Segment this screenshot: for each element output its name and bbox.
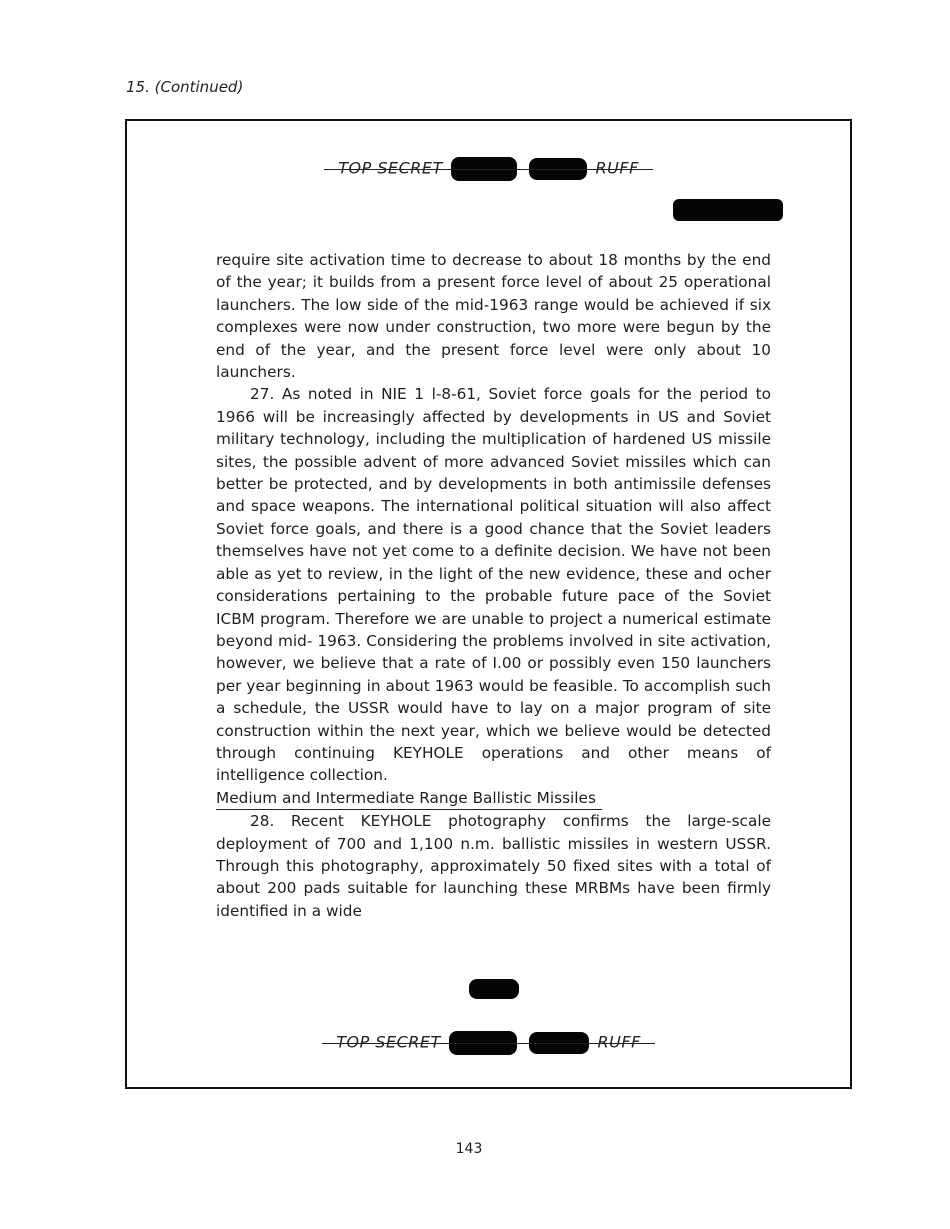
page-number: 143 (455, 1141, 483, 1157)
redaction-block (449, 1031, 517, 1055)
paragraph-28: 28. Recent KEYHOLE photography confirms the large-scale deployment of 700 and 1,100 n.m. ballistic missiles in western USSR. Through this photography, approximately 50 fixed sites with a total of about 200 pads suitable for launching these MRBMs have been firmly identified in a wide (216, 812, 771, 920)
redaction-block (529, 158, 587, 180)
redaction-block-footer (469, 979, 519, 999)
paragraph-intro: require site activation time to decrease to about 18 months by the end of the year; it builds from a present force level of about 25 operational launchers. The low side of the mid-1963 range would be achieved if six complexes were now under construction, two more were begun by the end of the year, and the present force level were only about 10 launchers. (216, 251, 771, 382)
top-classification-right: RUFF (595, 158, 639, 178)
top-classification-line (338, 157, 639, 181)
bottom-classification-right: RUFF (597, 1032, 641, 1052)
paragraph-27: 27. As noted in NIE 1 l-8-61, Soviet force goals for the period to 1966 will be increasingly affected by developments in US and Soviet military technology, including the multiplication of hardened US missile sites, the possible advent of more advanced Soviet missiles which can better be protected, and by developments in both antimissile defenses and space weapons. The international political situation will also affect Soviet force goals, and there is a good chance that the Soviet leaders themselves have not yet come to a definite decision. We have not been able as yet to review, in the light of the new evidence, these and ocher considerations pertaining to the probable future pace of the Soviet ICBM program. Therefore we are unable to project a numerical estimate beyond mid- 1963. Considering the problems involved in site activation, however, we believe that a rate of I.00 or possibly even 150 launchers per year beginning in about 1963 would be feasible. To accomplish such a schedule, the USSR would have to lay on a major program of site construction within the next year, which we believe would be detected through continuing KEYHOLE operations and other means of intelligence collection. (216, 385, 771, 785)
top-classification-left: TOP SECRET (338, 158, 443, 178)
top-classification-marking (127, 157, 850, 181)
section-heading-text: Medium and Intermediate Range Ballistic Missiles (216, 787, 602, 810)
redaction-block (451, 157, 517, 181)
bottom-classification-left: TOP SECRET (336, 1032, 441, 1052)
bottom-classification-line (336, 1031, 641, 1055)
section-heading (216, 787, 771, 810)
redaction-block-header (673, 199, 783, 221)
document-body (216, 249, 771, 922)
continued-label: 15. (Continued) (126, 78, 244, 96)
redaction-block (529, 1032, 589, 1054)
bottom-classification-marking (127, 1031, 850, 1055)
